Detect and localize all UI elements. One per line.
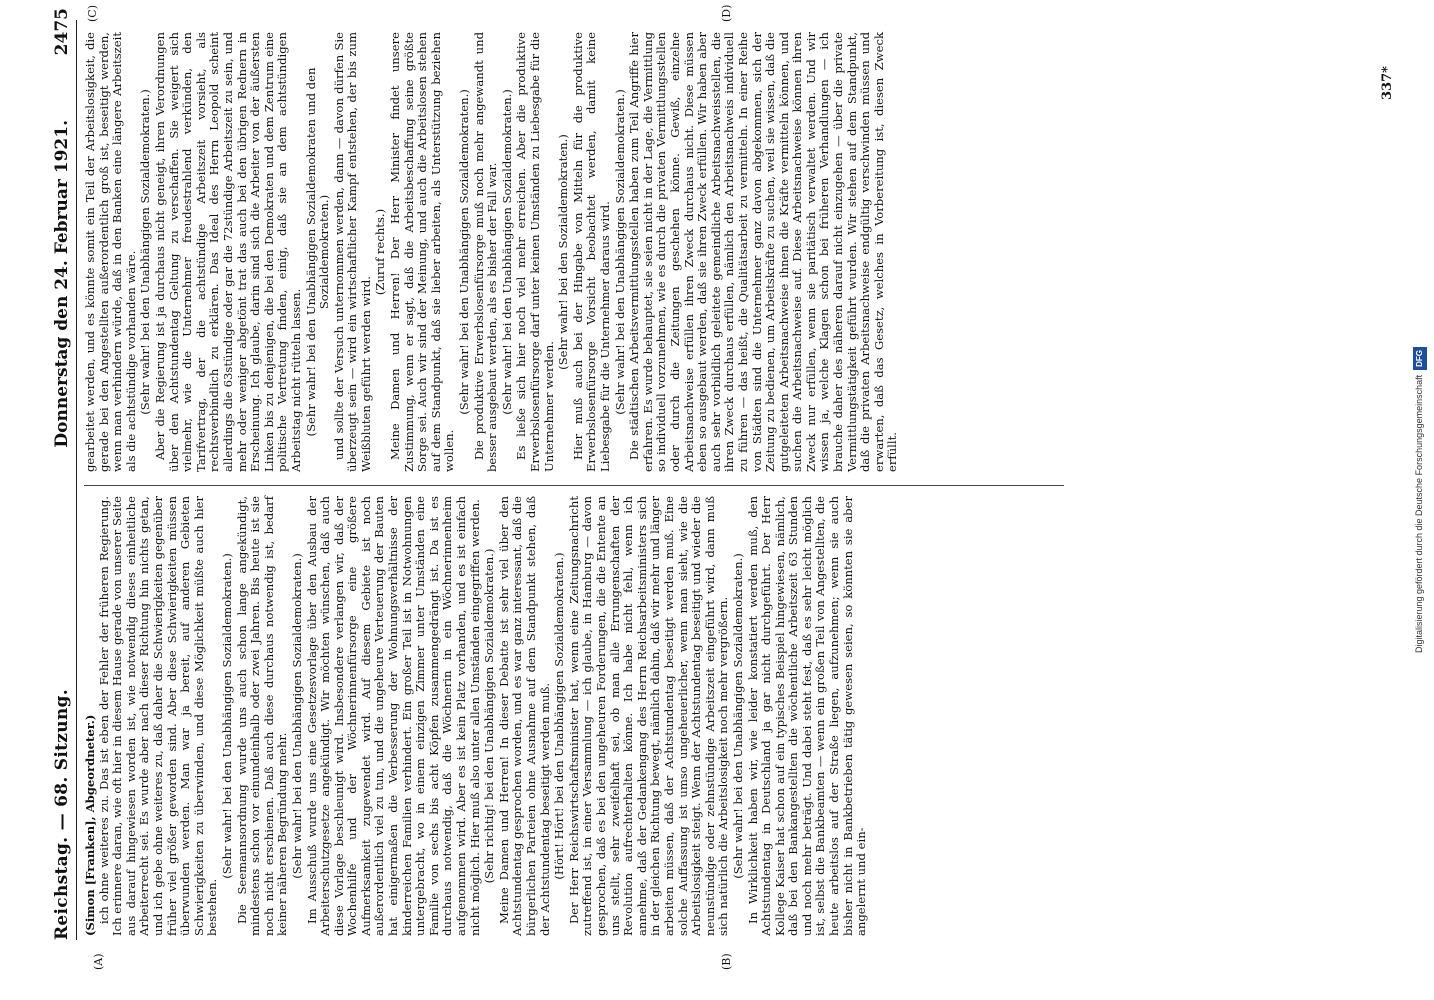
paragraph: (Sehr wahr! bei den Unabhängigen Sozialdemokraten.) (730, 553, 745, 879)
paragraph: Meine Damen und Herren! In dieser Debatte ist sehr viel über den Achtstundentag gesprochen worden, und es war ganz interessant, daß die bürgerlichen Parteien ohne Ausnahme auf dem Standpunkt stehen, daß der Achtstundentag beseitigt werden muß. (496, 496, 552, 936)
paragraph: Meine Damen und Herren! Der Herr Minister findet unsere Zustimmung, wenn er sagt, daß die Arbeitsbeschaffung seine größte Sorge sei. Auch wir sind der Meinung, und auch die Arbeitslosen stehen auf dem Standpunkt, daß sie lieber arbeiten, als Unterstützung beziehen wollen. (388, 32, 457, 472)
header-date: Donnerstag den 24. Februar 1921. (52, 120, 72, 448)
paragraph: Die Seemannsordnung wurde uns auch schon lange angekündigt, mindestens schon vor einundeinhalb oder zwei Jahren. Bis heute ist sie noch nicht erschienen. Daß auch diese durchaus notwendig ist, bedarf keiner näheren Begründung mehr. (234, 496, 290, 936)
paragraph: (Hört! Hört! bei den Unabhängigen Sozialdemokraten.) (552, 552, 567, 880)
paragraph: Im Ausschuß wurde uns eine Gesetzesvorlage über den Ausbau der Arbeiterschutzgesetze angekündigt. Wir möchten wünschen, daß auch diese Vorlage beschleunigt wird. Insbesondere verlangen wir, daß der Wochenhilfe und der Wöchnerinnenfürsorge eine größere Aufmerksamkeit zugewendet wird. Auf diesem Gebiete ist noch außerordentlich viel zu tun, und die ungeheure Verteuerung der Bauten hat einigermaßen die Verbesserung der Wohnungsverhältnisse der kinderreichen Familien verhindert. Ein großer Teil ist in Notwohnungen untergebracht, wo in einem einzigen Zimmer unter Umständen eine Familie von sechs bis acht Köpfen zusammengedrängt ist. Da ist es durchaus notwendig, daß die Wöchnerin in ein Wöchnerinnenheim aufgenommen wird. Aber es ist kein Platz vorhanden, und es ist einfach nicht möglich. Hier muß also unter allen Umständen eingegriffen werden. (304, 496, 482, 936)
paragraph: (Sehr wahr! bei den Unabhängigen Sozialdemokraten.) (457, 89, 472, 415)
paragraph: (Simon [Franken], Abgeordneter.) (83, 714, 97, 936)
paragraph: (Sehr richtig! bei den Unabhängigen Sozialdemokraten.) (482, 548, 497, 884)
footer-number: 337* (1380, 66, 1395, 100)
paragraph: (Sehr wahr! bei den Unabhängigen Sozialdemokraten.) (612, 89, 627, 415)
header-session: Reichstag. — 68. Sitzung. (52, 689, 72, 940)
paragraph: (Sehr wahr! bei den Unabhängigen Sozialdemokraten und den Sozialdemokraten.) (303, 67, 332, 437)
paragraph: Hier muß auch bei der Hingabe von Mitteln für die produktive Erwerbslosenfürsorge Vorsicht beobachtet werden, damit keine Liebesgabe für die Unternehmer daraus wird. (570, 32, 612, 472)
digitization-note (1406, 0, 1432, 1000)
paragraph: In Wirklichkeit haben wir, wie leider konstatiert werden muß, den Achtstundentag in Deutschland ja gar nicht durchgeführt. Der Herr Kollege Kaiser hat schon auf ein typisches Beispiel hingewiesen, nämlich, daß bei den Bankangestellten die wöchentliche Arbeitszeit 63 Stunden und noch mehr beträgt. Und dabei steht fest, daß es sehr leicht möglich ist, selbst die Bankbeamten — wenn ein großen Teil von Angestellten, die heute arbeitslos auf der Straße liegen, aufzunehmen; wenn sie auch bisher nicht in Bankbetrieben tätig gewesen seien, so könnten sie aber angelernt und ein- (745, 496, 869, 936)
header-rule (76, 20, 77, 940)
paragraph: Die produktive Erwerbslosenfürsorge muß noch mehr angewandt und besser ausgebaut werden, als es bisher der Fall war. (471, 32, 500, 472)
paragraph: und sollte der Versuch unternommen werden, dann — davon dürfen Sie überzeugt sein — wird ein wirtschaftlicher Kampf entstehen, der bis zum Weißbluten geführt werden wird. (331, 32, 373, 472)
margin-marker-a: (A) (92, 953, 105, 970)
column-left (84, 496, 869, 936)
paragraph: (Sehr wahr! bei den Unabhängigen Sozialdemokraten.) (138, 89, 153, 415)
paragraph: Es ließe sich hier noch viel mehr erreichen. Aber die produktive Erwerbslosenfürsorge darf unter keinen Umständen zu Liebesgabe für die Unternehmer werden. (514, 32, 556, 472)
paragraph: (Zuruf rechts.) (373, 208, 388, 296)
paragraph: gearbeitet werden, und es könnte somit ein Teil der Arbeitslosigkeit, die gerade bei den Angestellten außerordentlich groß ist, beseitigt werden, wenn man verhindern würde, daß in den Banken eine längere Arbeitszeit als die achtstündige vorhanden wäre. (83, 32, 138, 472)
margin-marker-d: (D) (720, 4, 733, 22)
paragraph: (Sehr wahr! bei den Unabhängigen Sozialdemokraten.) (219, 553, 234, 879)
column-divider (84, 485, 1064, 486)
paragraph: Die städtischen Arbeitsvermittlungsstellen haben zum Teil Angriffe hier erfahren. Es wurde behauptet, sie seien nicht in der Lage, die Vermittlung so individuell vorzunehmen, wie es durch die privaten Vermittlungsstellen oder durch die Zeitungen geschehen könne. Gewiß, einzelne Arbeitsnachweise erfüllen ihren Zweck durchaus nicht. Diese müssen eben so ausgebaut werden, daß sie ihren Zweck erfüllen. Wir haben aber auch sehr vorbildlich geleitete gemeindliche Arbeitsnachweisstellen, die ihren Zweck durchaus erfüllen, nämlich den Arbeitsnachweis individuell zu führen — das heißt, die Qualitätsarbeit zu vermitteln. In einer Reihe von Städten sind die Unternehmer ganz davon abgekommen, sich der Zeitung zu bedienen, um Arbeitskräfte zu suchen, weil sie wissen, daß die gutgeleiteten Arbeitsnachweise ihnen die Kräfte vermitteln können, und suchen die Arbeitsnachweise auf. Diese Arbeitsnachweise können ihren Zweck nur erfüllen, wenn sie paritätisch verwaltet werden. Und wir wissen ja, welche Klagen schon bei früheren Verhandlungen — ich brauche daher des näheren darauf nicht einzugehen — über die private Vermittlungstätigkeit geführt wurden. Wir stehen auf dem Standpunkt, daß die privaten Arbeitsnachweise endgültig verschwinden müssen und erwarten, daß das Gesetz, welches in Vorbereitung ist, diesen Zweck erfüllt. (627, 32, 900, 472)
margin-marker-c: (C) (86, 5, 99, 22)
dfg-badge: DFG (1413, 347, 1427, 370)
paragraph: (Sehr wahr! bei den Unabhängigen Sozialdemokraten.) (499, 89, 514, 415)
paragraph: ich ohne weiteres zu. Das ist eben der Fehler der früheren Regierung. Ich erinnere daran, wie oft hier in diesem Hause gerade von unserer Seite aus darauf hingewiesen worden ist, wie notwendig dieses einheitliche Arbeiterrecht sei. Es wurde aber nach dieser Richtung hin nichts getan, und ich gebe ohne weiteres zu, daß daher die Schwierigkeiten gegenüber früher viel größer geworden sind. Aber diese Schwierigkeiten müssen überwunden werden. Man war ja bereit, auf anderen Gebieten Schwierigkeiten zu überwinden, und diese Möglichkeit müßte auch hier bestehen. (96, 496, 220, 936)
page-number: 2475 (52, 8, 72, 56)
column-right (84, 32, 900, 472)
paragraph: (Sehr wahr! bei den Sozialdemokraten.) (556, 134, 571, 370)
paragraph: Der Herr Reichswirtschaftsminister hat, wenn eine Zeitungsnachricht zutreffend ist, in einer Versammlung — ich glaube, in Hamburg — davon gesprochen, daß es bei den ungeheuren Forderungen, die die Entente an uns stellt, sehr zweifelhaft sei, ob man alle Errungenschaften der Revolution aufrechterhalten könne. Ich habe nicht fehl, wenn ich annehme, daß der Gedankengang des Herrn Reichsarbeitsministers sich in der gleichen Richtung bewegt, nämlich dahin, daß wir mehr und länger arbeiten müssen, daß der Achtstundentag beseitigt werden muß. Eine solche Auffassung ist umso ungeheuerlicher, wenn man sieht, wie die Arbeitslosigkeit steigt. Wenn der Achtstundentag beseitigt und wieder die neunstündige oder zehnstündige Arbeitszeit eingeführt wird, dann muß sich natürlich die Arbeitslosigkeit noch mehr vergrößern. (566, 496, 731, 936)
margin-marker-b: (B) (720, 953, 733, 970)
paragraph: (Sehr wahr! bei den Unabhängigen Sozialdemokraten.) (289, 553, 304, 879)
paragraph: Aber die Regierung ist ja durchaus nicht geneigt, ihren Verordnungen über den Achtstundentag Geltung zu verschaffen. Sie weigert sich vielmehr, wie die Unternehmer freudestrahlend verkünden, den Tarifvertrag, der die achtstündige Arbeitszeit vorsieht, als rechtsverbindlich zu erklären. Das Ideal des Herrn Leopold scheint allerdings die 63stündige oder gar die 72stündige Arbeitszeit zu sein, und mehr oder weniger abgetönt trat das auch bei den übrigen Rednern in Erscheinung. Ich glaube, darin sind sich die Arbeiter von der äußersten Linken bis zu denjenigen, die bei den Demokraten und dem Zentrum eine politische Vertretung finden, einig, daß sie an dem achtstündigen Arbeitstag nicht rütteln lassen. (152, 32, 303, 472)
digitization-text: Digitalisierung gefördert durch die Deutsche Forschungsgemeinschaft (1414, 374, 1424, 654)
